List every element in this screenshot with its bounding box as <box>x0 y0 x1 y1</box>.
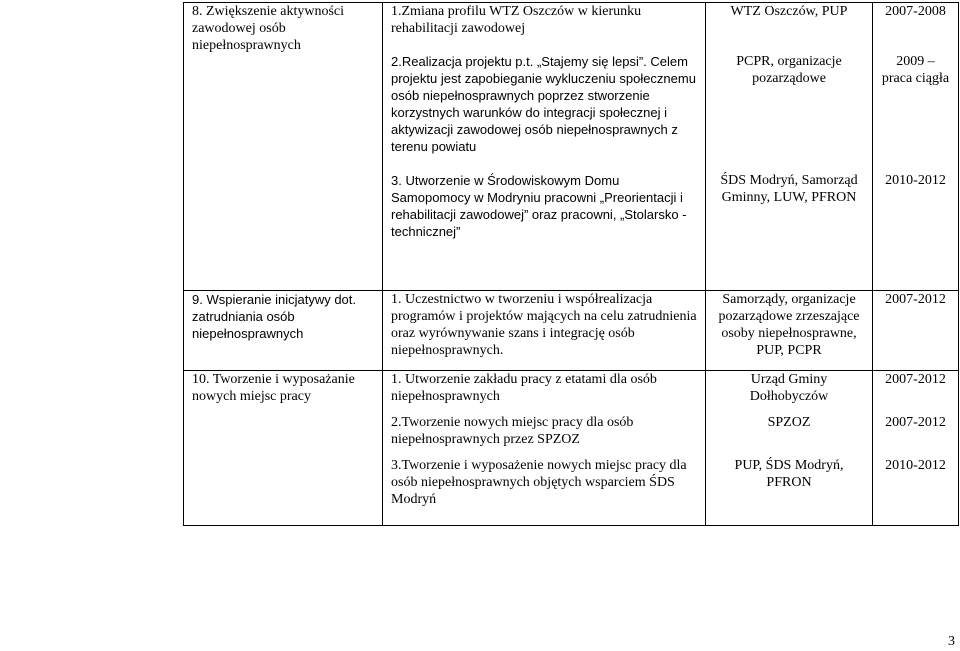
task-text: 1.Zmiana profilu WTZ Oszczów w kierunku rehabilitacji zawodowej <box>391 4 642 36</box>
term-text: 2010-2012 <box>885 458 946 473</box>
task-text: 3.Tworzenie i wyposażenie nowych miejsc pracy dla osób niepełnosprawnych objętych wsparciem ŚDS Modryń <box>391 458 687 507</box>
terms-cell <box>873 371 959 526</box>
term-text: 2007-2012 <box>885 415 946 430</box>
executor-text: SPZOZ <box>767 415 811 430</box>
executor-text: PCPR, organizacje pozarządowe <box>736 54 842 86</box>
term-text: 2007-2008 <box>885 4 946 19</box>
term-text: 2009 – praca ciągła <box>881 54 950 86</box>
executor-text: WTZ Oszczów, PUP <box>730 4 848 19</box>
terms-cell <box>873 3 959 291</box>
page-number: 3 <box>948 634 955 649</box>
table-row <box>184 3 959 291</box>
objective-text: 8. Zwiększenie aktywności zawodowej osób niepełnosprawnych <box>192 4 345 53</box>
tasks-cell <box>383 291 706 371</box>
term-text: 2007-2012 <box>885 292 946 307</box>
term-text: 2007-2012 <box>885 372 946 387</box>
objective-cell <box>184 3 383 291</box>
executors-cell <box>706 291 873 371</box>
tasks-cell <box>383 371 706 526</box>
term-text: 2010-2012 <box>885 173 946 188</box>
table-row <box>184 291 959 371</box>
terms-cell <box>873 291 959 371</box>
measures-table <box>183 2 959 526</box>
executors-cell <box>706 371 873 526</box>
executor-text: Urząd Gminy Dołhobyczów <box>749 372 829 404</box>
task-text: 2.Tworzenie nowych miejsc pracy dla osób niepełnosprawnych przez SPZOZ <box>391 415 634 447</box>
task-text: 1. Utworzenie zakładu pracy z etatami dla osób niepełnosprawnych <box>391 372 657 404</box>
executor-text: PUP, ŚDS Modryń, PFRON <box>734 458 844 490</box>
executor-text: Samorządy, organizacje pozarządowe zrzeszające osoby niepełnosprawne, PUP, PCPR <box>718 292 860 358</box>
objective-text: 10. Tworzenie i wyposażanie nowych miejsc pracy <box>192 372 355 404</box>
objective-text: 9. Wspieranie inicjatywy dot. zatrudniania osób niepełnosprawnych <box>192 292 357 341</box>
tasks-cell <box>383 3 706 291</box>
executors-cell <box>706 3 873 291</box>
objective-cell <box>184 291 383 371</box>
task-text: 2.Realizacja projektu p.t. „Stajemy się lepsi”. Celem projektu jest zapobieganie wykluczeniu społecznemu osób niepełnosprawnych poprzez stworzenie korzystnych warunków do integracji społecznej i aktywizacji zawodowej osób niepełnosprawnych z terenu powiatu <box>391 54 696 154</box>
objective-cell <box>184 371 383 526</box>
task-text: 1. Uczestnictwo w tworzeniu i współrealizacja programów i projektów mających na celu zatrudnienia oraz wyrównywanie szans i integrację osób niepełnosprawnych. <box>391 292 697 358</box>
executor-text: ŚDS Modryń, Samorząd Gminny, LUW, PFRON <box>720 173 858 205</box>
task-text: 3. Utworzenie w Środowiskowym Domu Samopomocy w Modryniu pracowni „Preorientacji i rehabilitacji zawodowej” oraz pracowni, „Stolarsko - technicznej” <box>391 173 687 239</box>
table-row <box>184 371 959 526</box>
